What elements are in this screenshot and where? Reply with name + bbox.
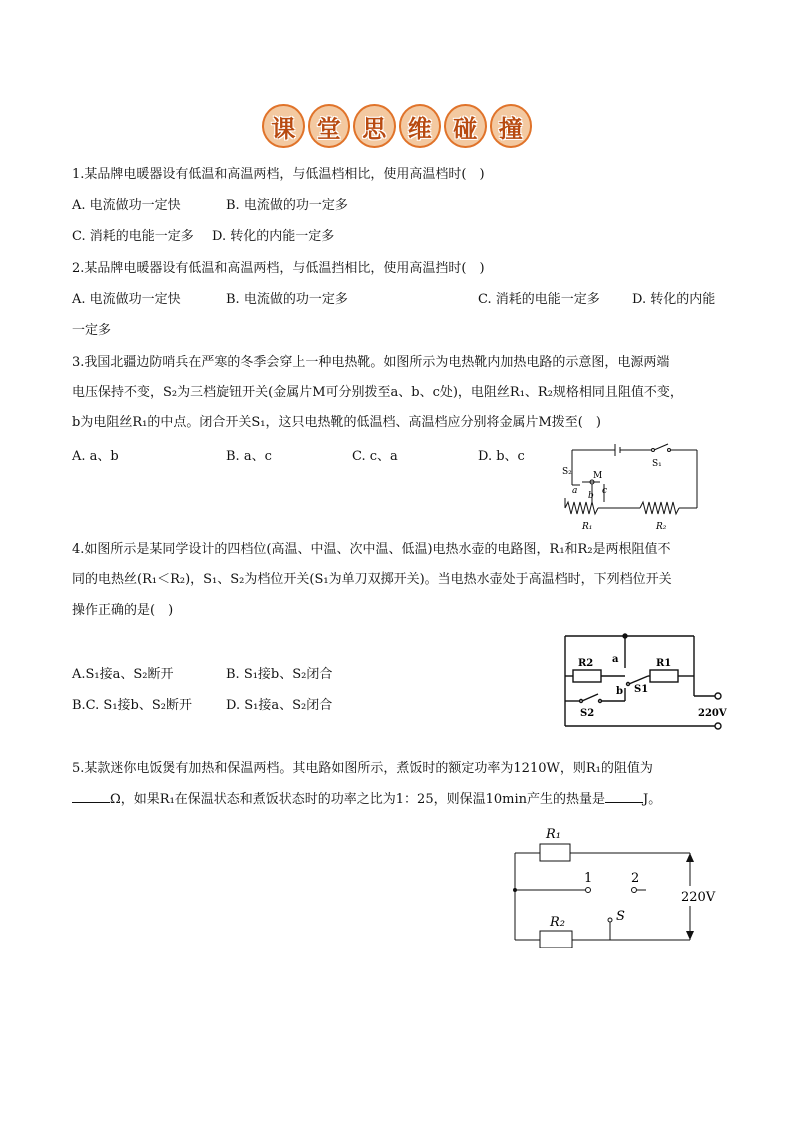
q5-fig-label-voltage: 220V <box>681 890 716 905</box>
q5-line-2 <box>72 790 661 809</box>
q3-option-a: A. a、b <box>72 449 119 464</box>
q4-line-1: 4.如图所示是某同学设计的四档位(高温、中温、次中温、低温)电热水壶的电路图，R₁和R₂是两根阻值不 <box>72 542 671 557</box>
q5-blank-1[interactable] <box>72 790 110 803</box>
q2-option-d: D. 转化的内能 <box>632 292 716 307</box>
q1-option-b: B. 电流做的功一定多 <box>226 198 348 213</box>
q5-fig-label-contact-2: 2 <box>631 871 640 886</box>
q4-line-2: 同的电热丝(R₁＜R₂)，S₁、S₂为档位开关(S₁为单刀双掷开关)。当电热水壶处于高温档时，下列档位开关 <box>72 572 672 587</box>
q3-fig-label-a: a <box>572 486 578 496</box>
q5-line-2-end: J。 <box>643 792 662 807</box>
q2-option-b: B. 电流做的功一定多 <box>226 292 348 307</box>
q1-option-a: A. 电流做功一定快 <box>72 198 181 213</box>
q3-fig-label-r2: R₂ <box>656 522 667 532</box>
q4-option-a: A.S₁接a、S₂断开 <box>72 667 174 682</box>
title-char: 维 <box>399 104 442 148</box>
title-char: 思 <box>353 104 396 148</box>
title-char: 碰 <box>444 104 487 148</box>
q3-fig-label-s1: S₁ <box>652 459 662 469</box>
q3-fig-label-s2: S₂ <box>562 467 572 477</box>
q5-fig-label-s: S <box>616 909 625 924</box>
q3-option-c: C. c、a <box>352 449 398 464</box>
q3-circuit-diagram <box>560 440 705 535</box>
q3-fig-label-m: M <box>593 471 603 481</box>
title-char: 撞 <box>490 104 533 148</box>
q4-fig-label-voltage: 220V <box>698 708 727 719</box>
q5-fig-label-r2: R₂ <box>550 915 565 930</box>
q3-fig-label-b: b <box>588 491 594 501</box>
q5-blank-2[interactable] <box>605 790 643 803</box>
q5-fig-label-r1: R₁ <box>546 827 561 842</box>
q3-option-d: D. b、c <box>478 449 525 464</box>
title-char: 堂 <box>308 104 351 148</box>
q4-fig-label-a: a <box>612 654 619 665</box>
q2-option-c: C. 消耗的电能一定多 <box>478 292 600 307</box>
q4-option-d: D. S₁接a、S₂闭合 <box>226 698 333 713</box>
q4-circuit-diagram <box>560 626 735 736</box>
q1-option-d: D. 转化的内能一定多 <box>212 229 335 244</box>
q3-option-b: B. a、c <box>226 449 272 464</box>
q2-stem: 2.某品牌电暖器设有低温和高温两档，与低温挡相比，使用高温挡时( ) <box>72 261 485 276</box>
q4-fig-label-r1: R1 <box>656 658 672 669</box>
q5-circuit-diagram <box>500 818 730 948</box>
q2-option-d-continued: 一定多 <box>72 323 112 338</box>
q1-stem: 1.某品牌电暖器设有低温和高温两档，与低温档相比，使用高温档时( ) <box>72 167 485 182</box>
q1-option-c: C. 消耗的电能一定多 <box>72 229 194 244</box>
q4-fig-label-r2: R2 <box>578 658 594 669</box>
q4-option-b: B. S₁接b、S₂闭合 <box>226 667 333 682</box>
q3-line-1: 3.我国北疆边防哨兵在严寒的冬季会穿上一种电热靴。如图所示为电热靴内加热电路的示意图，电源两端 <box>72 355 670 370</box>
q3-fig-label-c: c <box>602 486 608 496</box>
q3-line-2: 电压保持不变，S₂为三档旋钮开关(金属片M可分别拨至a、b、c处)，电阻丝R₁、R₂规格相同且阻值不变， <box>72 385 683 400</box>
q2-option-a: A. 电流做功一定快 <box>72 292 181 307</box>
q3-line-3: b为电阻丝R₁的中点。闭合开关S₁，这只电热靴的低温档、高温档应分别将金属片M拨至( ) <box>72 415 601 430</box>
title-char: 课 <box>262 104 305 148</box>
q4-line-3: 操作正确的是( ) <box>72 603 174 618</box>
q4-option-c: B.C. S₁接b、S₂断开 <box>72 698 192 713</box>
q3-fig-label-r1: R₁ <box>582 522 593 532</box>
q4-fig-label-s2: S2 <box>580 708 595 719</box>
q5-fig-label-contact-1: 1 <box>584 871 593 886</box>
q4-fig-label-s1: S1 <box>634 684 649 695</box>
q5-line-2-text: Ω，如果R₁在保温状态和煮饭状态时的功率之比为1：25，则保温10min产生的热量是 <box>110 792 605 807</box>
section-title-banner <box>262 104 532 148</box>
q4-fig-label-b: b <box>616 686 623 697</box>
q5-line-1: 5.某款迷你电饭煲有加热和保温两档。其电路如图所示，煮饭时的额定功率为1210W，则R₁的阻值为 <box>72 761 653 776</box>
